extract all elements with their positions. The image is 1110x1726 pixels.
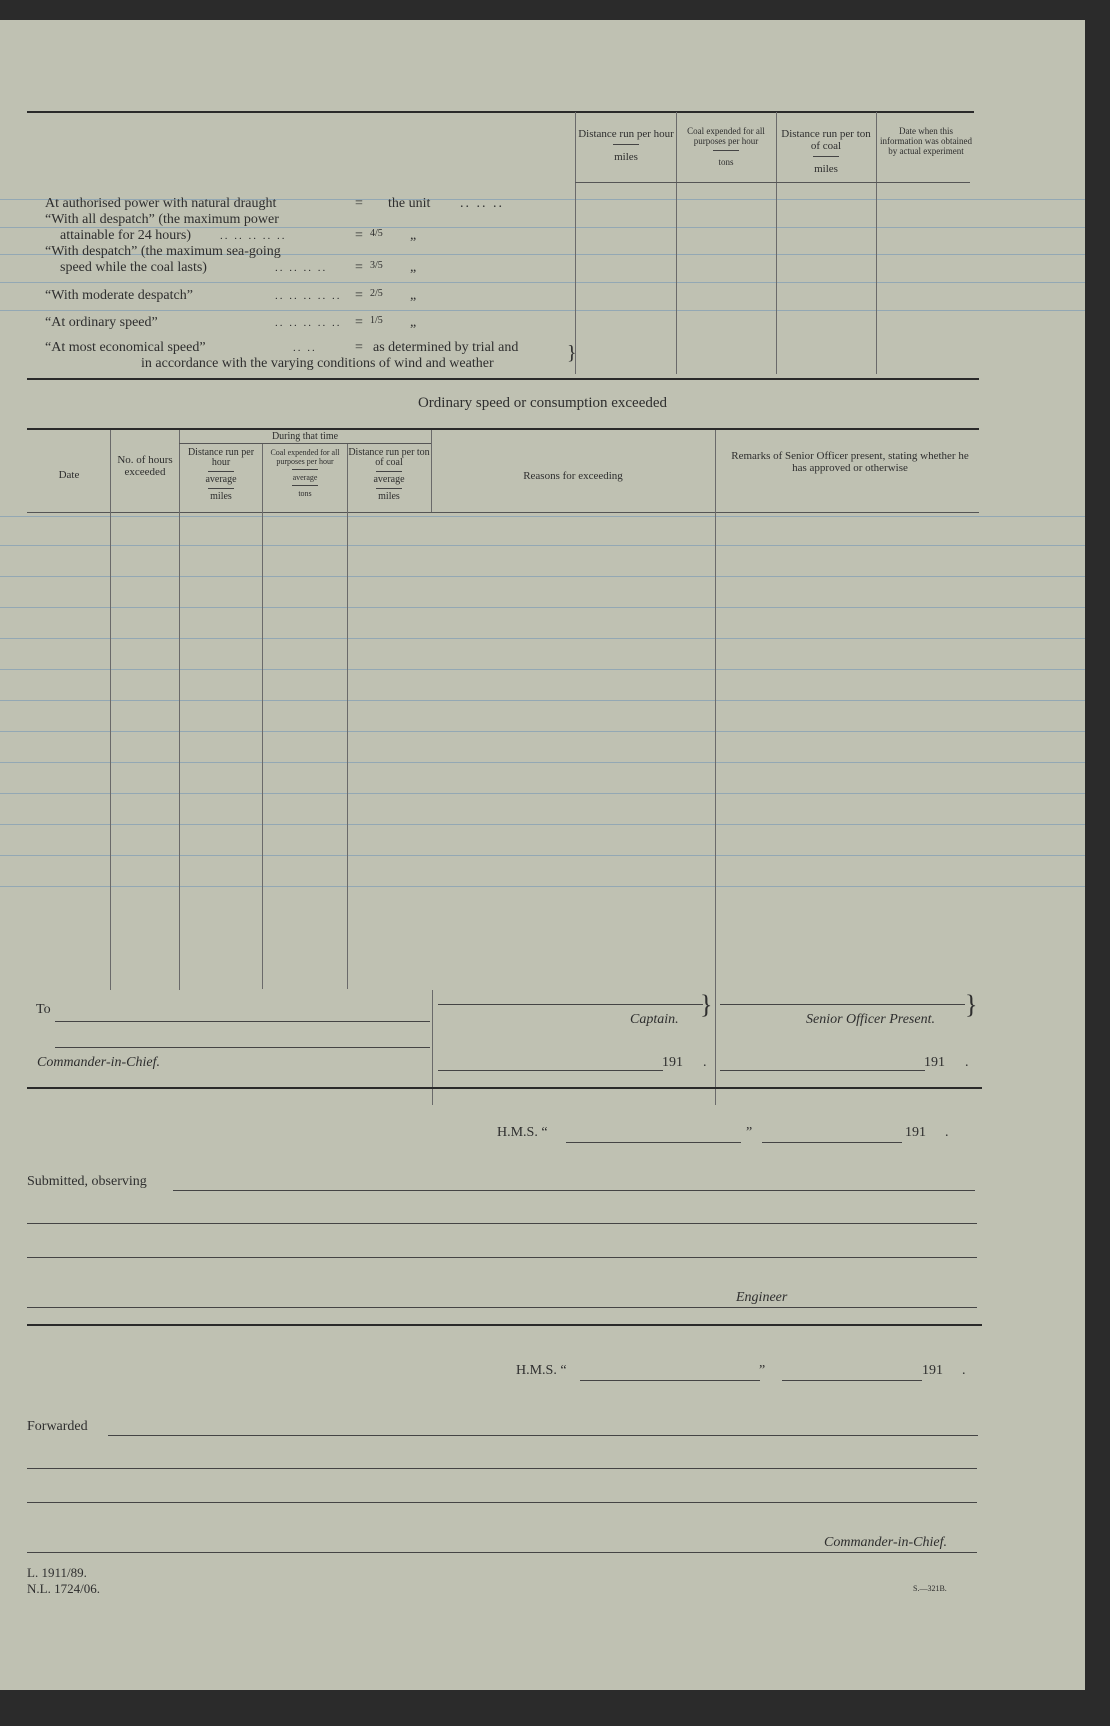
t1-row-despatch-1: “With despatch” (the maximum sea-going [45,244,281,259]
t2-sub-coal: Coal expended for all purposes per hour average tons [270,448,340,498]
t1-row-economical: “At most economical speed” .. .. = as determined by trial and [45,340,519,355]
t2-header-reasons: Reasons for exceeding [523,470,623,482]
t2-sub-distance: Distance run per hour average miles [187,447,255,502]
senior-officer-label: Senior Officer Present. [806,1012,935,1027]
t1-row-despatch-2: speed while the coal lasts) = 3/5 „ .. .. .. .. [60,260,417,275]
t1-row-economical-2: in accordance with the varying conditions of wind and weather [141,356,494,371]
ref-l: L. 1911/89. [27,1565,87,1580]
form-code: S.—321B. [913,1584,947,1593]
t1-header-date: Date when this information was obtained by actual experiment [880,126,972,156]
hms-year-2: 191 [922,1363,943,1378]
cinc-label-2: Commander-in-Chief. [824,1535,947,1550]
hms-year-1: 191 [905,1125,926,1140]
senior-year: 191 [924,1055,945,1070]
ref-nl: N.L. 1724/06. [27,1581,100,1596]
t2-header-hours: No. of hours exceeded [117,454,173,478]
t2-header-during: During that time [271,431,339,442]
submitted-label: Submitted, observing [27,1174,147,1189]
t1-row-moderate: “With moderate despatch” = 2/5 „ .. .. .. .. .. [45,288,417,303]
form-page: Distance run per hour miles Coal expended for all purposes per hour tons Distance run per ton of coal miles Date when this information was obtained by actual experiment At authorised power with natural draught = the unit .. .. .. “With all despatch” (the maximum power attainable for 24 hours) = 4/5 „ .. .. .. .. .. “With despatch” (the maximum sea-going speed while the coal lasts) = 3/5 „ .. .. .. .. “With moderate despatch” = 2/5 „ .. .. .. .. .. “At ordinary speed” = 1/5 „ .. .. .. .. .. “At most economical speed” .. .. = as determined by trial and in accordance with the varying conditions of wind and weather } Ordinary speed or consumption exceeded Date No. of hours exceeded During that time Distance run per hour average miles Coal expended for all purposes per hour average tons Distance run per ton of coal average miles Reasons for exceeding Remarks of Senior Officer present, stating whether he has approved or otherwise To Commander-in-Chief. Captain. } 191 . Senior Officer Present. } 191 . H.M.S. “ ” 191 . Submitted, observing Engineer H.M.S. “ ” 191 . Forwarded Commander-in-Chief. L. 1911/89. N.L. 1724/06. S.—321B. [0,20,1085,1690]
cinc-label: Commander-in-Chief. [37,1055,160,1070]
t1-header-distance: Distance run per hour miles [578,128,674,163]
t1-row-all-despatch-2: attainable for 24 hours) = 4/5 „ .. .. .. .. .. [60,228,417,243]
section-title: Ordinary speed or consumption exceeded [417,395,668,411]
brace-icon: } [700,990,713,1019]
brace-icon: } [567,342,577,364]
engineer-label: Engineer [736,1290,788,1305]
captain-year: 191 [662,1055,683,1070]
t2-header-remarks: Remarks of Senior Officer present, stating whether he has approved or otherwise [731,450,969,474]
t2-sub-distance-per-ton: Distance run per ton of coal average miles [348,447,430,502]
t1-row-authorised: At authorised power with natural draught = the unit .. .. .. [45,196,504,211]
t1-row-ordinary: “At ordinary speed” = 1/5 „ .. .. .. .. .. [45,315,417,330]
forwarded-label: Forwarded [27,1419,88,1434]
t2-header-date: Date [58,469,80,481]
hms-label-2: H.M.S. “ [516,1363,567,1378]
t1-header-distance-per-ton: Distance run per ton of coal miles [781,128,871,175]
t1-header-coal: Coal expended for all purposes per hour tons [687,126,765,167]
t1-row-all-despatch-1: “With all despatch” (the maximum power [45,212,279,227]
brace-icon: } [965,990,978,1019]
to-label: To [36,1002,51,1017]
captain-label: Captain. [630,1012,679,1027]
hms-label-1: H.M.S. “ [497,1125,548,1140]
